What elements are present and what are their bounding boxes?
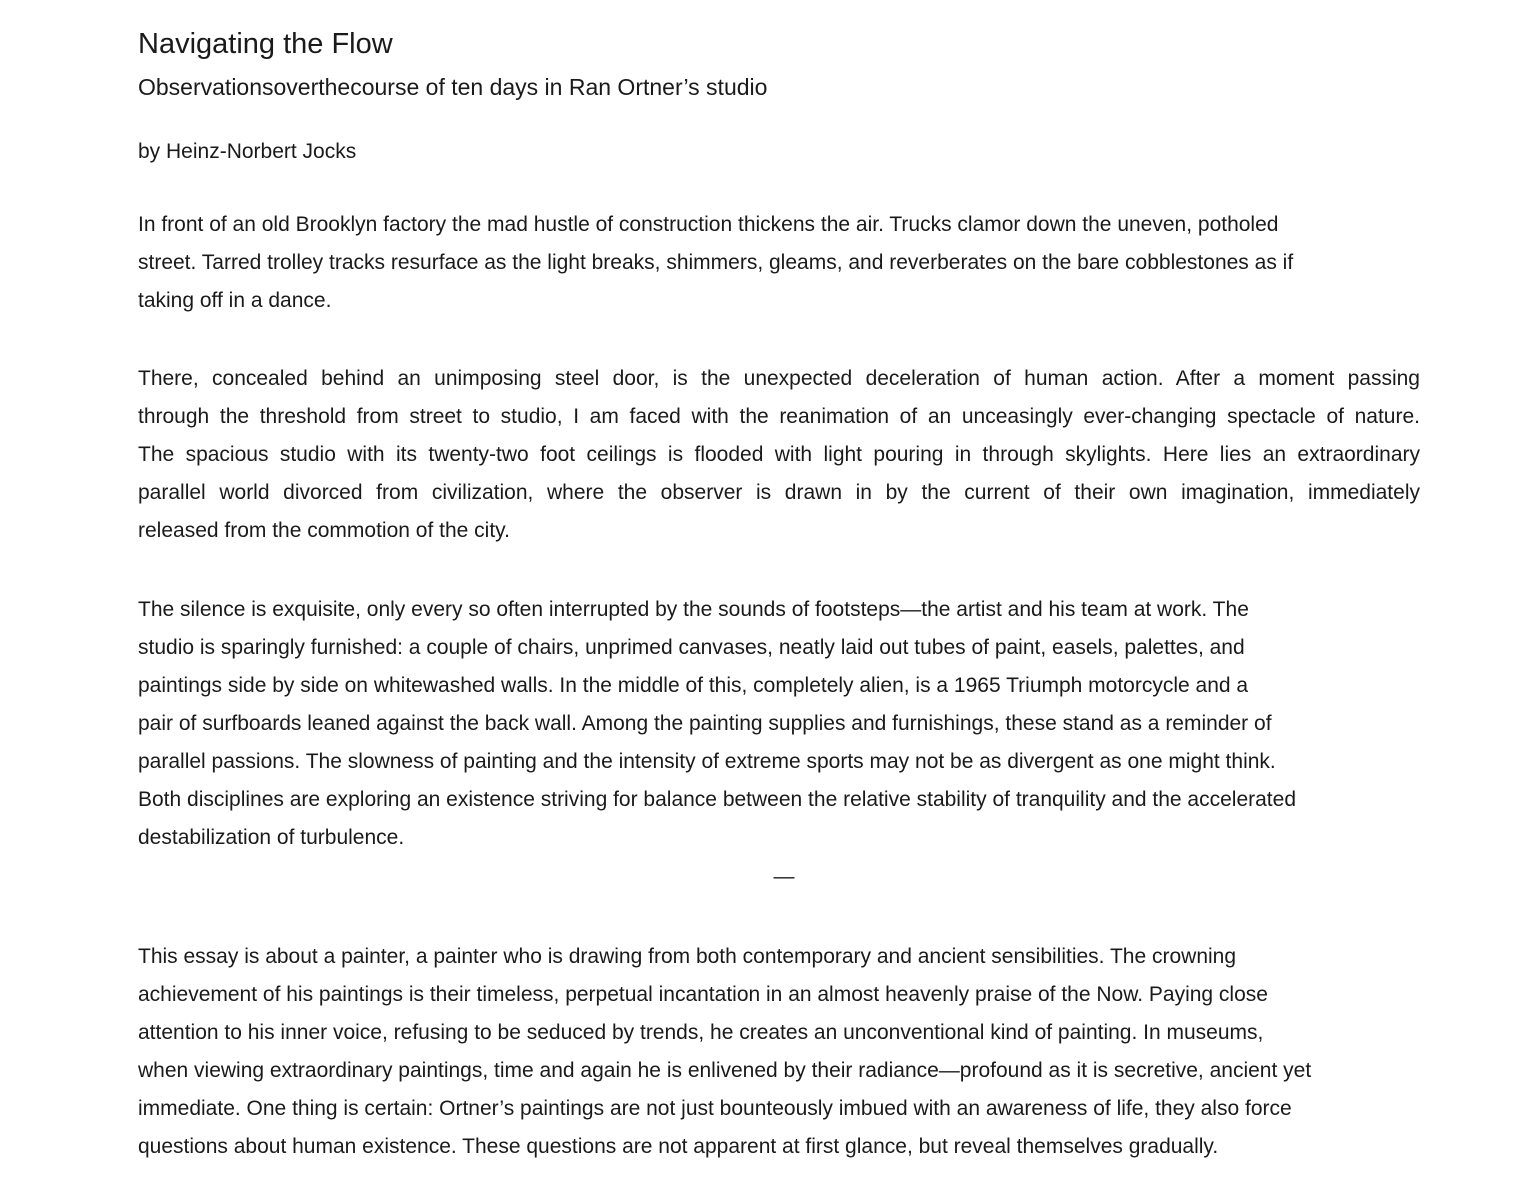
paragraph-4 — [138, 938, 1420, 1166]
paragraph-line: parallel world divorced from civilization, where the observer is drawn in by the current of their own imagination, immediately — [138, 481, 1420, 504]
paragraph-line: attention to his inner voice, refusing to be seduced by trends, he creates an unconventional kind of painting. In museums, — [138, 1021, 1264, 1044]
section-divider: — — [773, 865, 795, 888]
paragraph-line: pair of surfboards leaned against the back wall. Among the painting supplies and furnishings, these stand as a reminder of — [138, 712, 1272, 735]
paragraph-2 — [138, 360, 1420, 550]
paragraph-line: The spacious studio with its twenty-two foot ceilings is flooded with light pouring in through skylights. Here lies an extraordinary — [138, 443, 1420, 466]
document-title: Navigating the Flow — [138, 28, 393, 60]
paragraph-line: achievement of his paintings is their timeless, perpetual incantation in an almost heavenly praise of the Now. Paying close — [138, 983, 1268, 1006]
paragraph-line: There, concealed behind an unimposing steel door, is the unexpected deceleration of human action. After a moment passing — [138, 367, 1420, 390]
paragraph-line: destabilization of turbulence. — [138, 826, 405, 849]
paragraph-line: The silence is exquisite, only every so often interrupted by the sounds of footsteps—the artist and his team at work. The — [138, 598, 1249, 621]
paragraph-line: In front of an old Brooklyn factory the mad hustle of construction thickens the air. Trucks clamor down the uneven, potholed — [138, 213, 1279, 236]
paragraph-line: when viewing extraordinary paintings, time and again he is enlivened by their radiance—profound as it is secretive, ancient yet — [138, 1059, 1312, 1082]
paragraph-line: Both disciplines are exploring an existence striving for balance between the relative stability of tranquility and the accelerated — [138, 788, 1296, 811]
paragraph-line: This essay is about a painter, a painter who is drawing from both contemporary and ancient sensibilities. The crowning — [138, 945, 1237, 968]
paragraph-line: street. Tarred trolley tracks resurface as the light breaks, shimmers, gleams, and reverberates on the bare cobblestones as if — [138, 251, 1294, 274]
paragraph-line: taking off in a dance. — [138, 289, 332, 312]
paragraph-line: questions about human existence. These questions are not apparent at first glance, but reveal themselves gradually. — [138, 1135, 1219, 1158]
paragraph-3 — [138, 591, 1420, 857]
paragraph-line: paintings side by side on whitewashed walls. In the middle of this, completely alien, is a 1965 Triumph motorcycle and a — [138, 674, 1249, 697]
paragraph-line: studio is sparingly furnished: a couple of chairs, unprimed canvases, neatly laid out tubes of paint, easels, palettes, and — [138, 636, 1245, 659]
document-subtitle: Observationsoverthecourse of ten days in Ran Ortner’s studio — [138, 74, 768, 100]
author-byline: by Heinz-Norbert Jocks — [138, 140, 357, 163]
paragraph-line: through the threshold from street to studio, I am faced with the reanimation of an unceasingly ever-changing spectacle of nature. — [138, 405, 1420, 428]
paragraph-line: released from the commotion of the city. — [138, 519, 510, 542]
paragraph-1 — [138, 206, 1420, 320]
paragraph-line: immediate. One thing is certain: Ortner’s paintings are not just bounteously imbued with an awareness of life, they also force — [138, 1097, 1292, 1120]
paragraph-line: parallel passions. The slowness of painting and the intensity of extreme sports may not be as divergent as one might think. — [138, 750, 1276, 773]
